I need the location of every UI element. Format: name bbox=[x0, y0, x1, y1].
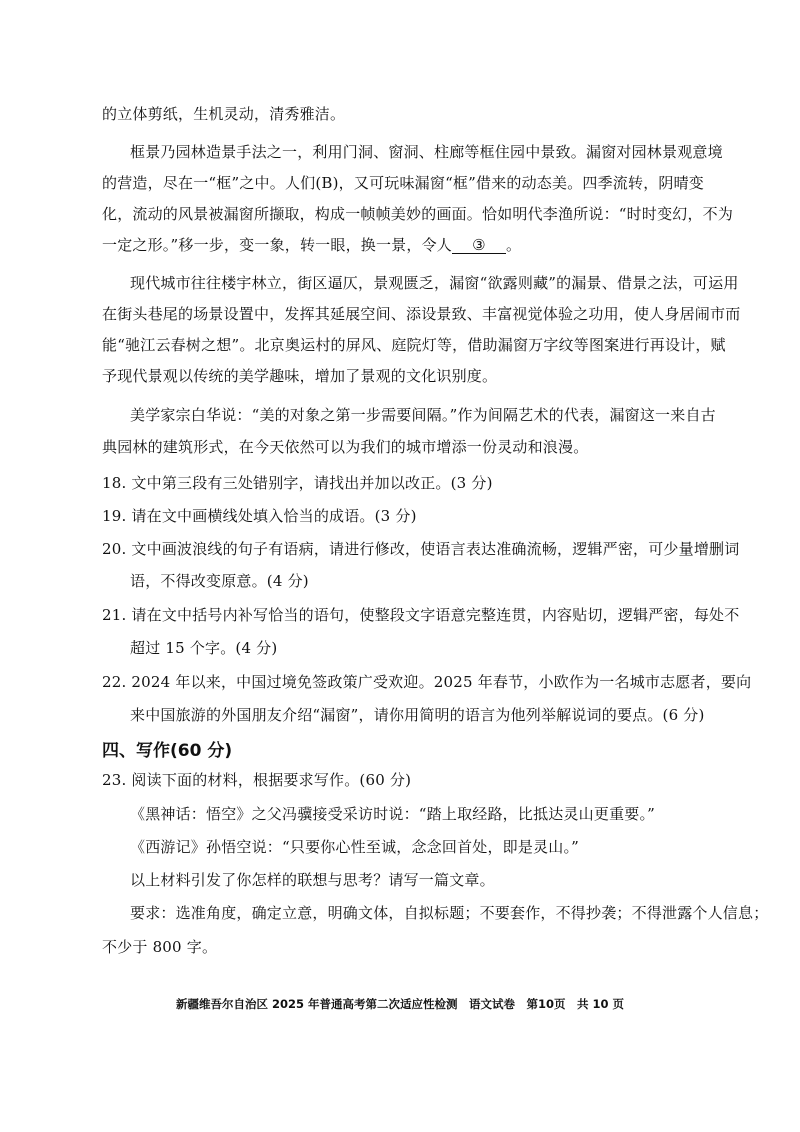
fill-blank: ③ bbox=[452, 238, 506, 254]
passage-text: 一定之形。”移一步，变一象，转一眼，换一景，令人 bbox=[102, 236, 452, 254]
material-1: 《黑神话：悟空》之父冯骥接受采访时说：“踏上取经路，比抵达灵山更重要。” bbox=[130, 805, 656, 823]
question-22-cont: 来中国旅游的外国朋友介绍“漏窗”，请你用简明的语言为他列举解说词的要点。(6 分) bbox=[130, 706, 705, 724]
passage-line: 美学家宗白华说：“美的对象之第一步需要间隔。”作为间隔艺术的代表，漏窗这一来自古 bbox=[130, 406, 716, 424]
writing-requirements-cont: 不少于 800 字。 bbox=[102, 938, 218, 956]
passage-line: 能“驰江云春树之想”。北京奥运村的屏风、庭院灯等，借助漏窗万字纹等图案进行再设计，赋 bbox=[102, 336, 726, 354]
question-20-cont: 语，不得改变原意。(4 分) bbox=[130, 572, 309, 590]
writing-requirements: 要求：选准角度，确定立意，明确文体，自拟标题；不要套作，不得抄袭；不得泄露个人信息； bbox=[130, 904, 769, 922]
passage-line: 化，流动的风景被漏窗所撷取，构成一帧帧美妙的画面。恰如明代李渔所说：“时时变幻，不为 bbox=[102, 205, 734, 223]
page-footer: 新疆维吾尔自治区 2025 年普通高考第二次适应性检测 语文试卷 第10页 共 10 页 bbox=[175, 997, 625, 1011]
question-19: 19. 请在文中画横线处填入恰当的成语。(3 分) bbox=[102, 507, 417, 525]
writing-prompt: 以上材料引发了你怎样的联想与思考？请写一篇文章。 bbox=[130, 871, 495, 889]
question-22: 22. 2024 年以来，中国过境免签政策广受欢迎。2025 年春节，小欧作为一名城市志愿者，要向 bbox=[102, 673, 752, 691]
passage-line: 的立体剪纸，生机灵动，清秀雅洁。 bbox=[102, 105, 346, 123]
question-21: 21. 请在文中括号内补写恰当的语句，使整段文字语意完整连贯，内容贴切，逻辑严密，每处不 bbox=[102, 606, 740, 624]
passage-line: 的营造，尽在一“框”之中。人们(B)，又可玩味漏窗“框”借来的动态美。四季流转，阴晴变 bbox=[102, 174, 705, 192]
question-21-cont: 超过 15 个字。(4 分) bbox=[130, 639, 278, 657]
material-2: 《西游记》孙悟空说：“只要你心性至诚，念念回首处，即是灵山。” bbox=[130, 838, 580, 856]
passage-line: 在街头巷尾的场景设置中，发挥其延展空间、添设景致、丰富视觉体验之功用，使人身居闹市而 bbox=[102, 305, 741, 323]
question-20: 20. 文中画波浪线的句子有语病，请进行修改，使语言表达准确流畅，逻辑严密，可少量增删词 bbox=[102, 540, 740, 558]
section-title: 四、写作(60 分) bbox=[102, 741, 233, 761]
passage-line: 予现代景观以传统的美学趣味，增加了景观的文化识别度。 bbox=[102, 367, 498, 385]
question-23: 23. 阅读下面的材料，根据要求写作。(60 分) bbox=[102, 771, 412, 789]
passage-line: 典园林的建筑形式，在今天依然可以为我们的城市增添一份灵动和浪漫。 bbox=[102, 438, 589, 456]
passage-line: 现代城市往往楼宇林立，街区逼仄，景观匮乏，漏窗“欲露则藏”的漏景、借景之法，可运用 bbox=[130, 274, 739, 292]
passage-text: 。 bbox=[505, 236, 522, 254]
passage-line bbox=[102, 234, 521, 255]
question-18: 18. 文中第三段有三处错别字，请找出并加以改正。(3 分) bbox=[102, 474, 493, 492]
passage-line: 框景乃园林造景手法之一，利用门洞、窗洞、柱廊等框住园中景致。漏窗对园林景观意境 bbox=[130, 143, 723, 161]
